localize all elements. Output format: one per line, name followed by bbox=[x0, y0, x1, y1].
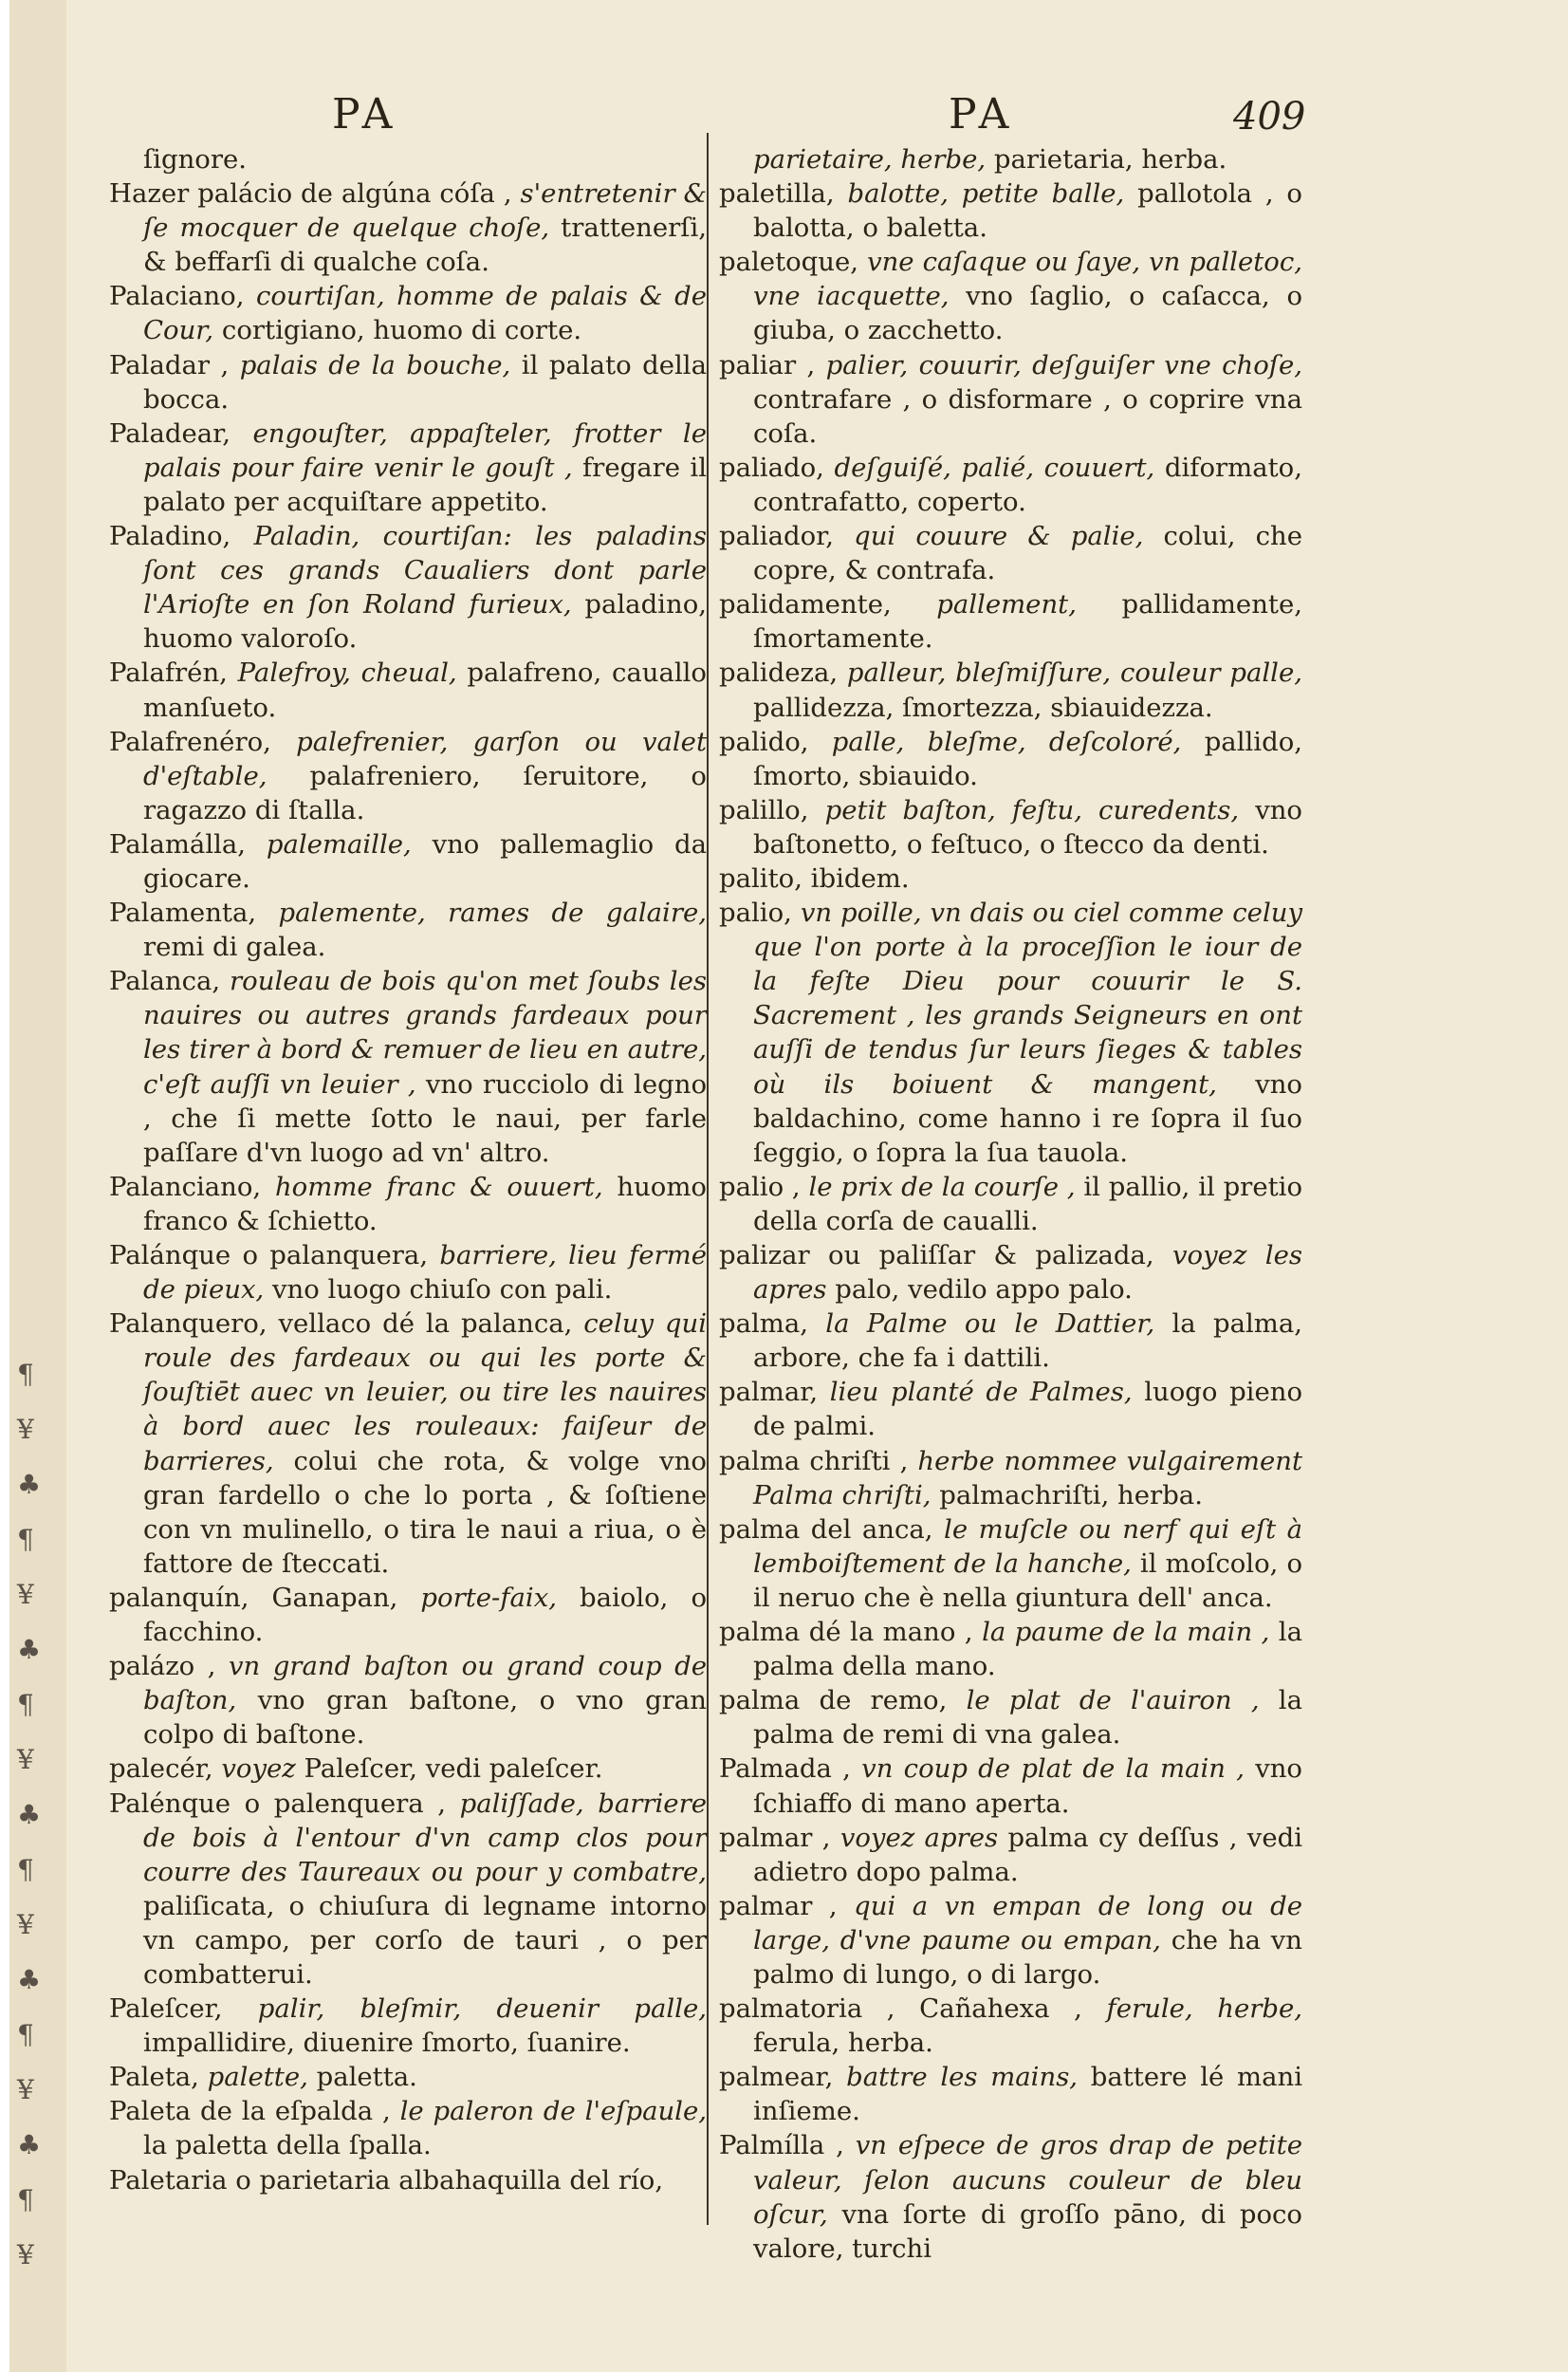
entry-french: voyez apres bbox=[839, 1822, 1008, 1853]
entry-headword: palázo , bbox=[109, 1651, 229, 1682]
entry-headword: palecér, bbox=[109, 1753, 222, 1785]
entry-italian: vno gran baſtone, o vno gran colpo di baſtone. bbox=[143, 1685, 707, 1751]
dictionary-entry bbox=[109, 896, 707, 964]
entry-french: vn grand baſton ou grand coup de baſton, bbox=[143, 1651, 707, 1716]
entry-headword: palma, bbox=[719, 1308, 826, 1340]
entry-headword: Palánque o palanquera, bbox=[109, 1240, 440, 1270]
dictionary-entry bbox=[109, 2060, 707, 2094]
entry-italian: ſignore. bbox=[143, 144, 248, 175]
entry-headword: palizar ou paliſſar & palizada, bbox=[719, 1240, 1173, 1270]
dictionary-entry bbox=[109, 2163, 707, 2197]
entry-french: porte-faix, bbox=[420, 1582, 580, 1613]
column-divider bbox=[707, 133, 709, 2225]
entry-headword: palio, bbox=[719, 898, 801, 929]
entry-french: qui a vn empan de long ou de large, d'vne paume ou empan, bbox=[753, 1890, 1302, 1955]
dictionary-entry bbox=[109, 1992, 707, 2060]
entry-french: la Palme ou le Dattier, bbox=[825, 1308, 1172, 1340]
entry-french: herbe nommee vulgairement Palma chriſti, bbox=[753, 1445, 1302, 1510]
dictionary-entry bbox=[719, 725, 1302, 793]
dictionary-entry bbox=[109, 142, 707, 176]
dictionary-entry bbox=[719, 793, 1302, 862]
entry-french: vne caſaque ou ſaye, vn palletoc, vne iacquette, bbox=[753, 247, 1303, 312]
entry-french: palleur, bleſmiſſure, couleur palle, bbox=[846, 658, 1302, 689]
entry-french: palier, couurir, deſguiſer vne choſe, bbox=[825, 349, 1302, 380]
running-head-left: PA bbox=[332, 90, 398, 139]
running-head-right: PA bbox=[949, 90, 1015, 139]
entry-italian: palmachriſti, herba. bbox=[939, 1479, 1203, 1510]
dictionary-entry bbox=[109, 1751, 707, 1786]
entry-headword: paletoque, bbox=[719, 247, 868, 278]
entry-italian: contrafare , o disformare , o coprire vna coſa. bbox=[753, 383, 1302, 449]
entry-italian: la paletta della ſpalla. bbox=[143, 2130, 432, 2161]
dictionary-entry bbox=[719, 862, 1302, 896]
entry-french: palette, bbox=[207, 2062, 317, 2093]
entry-headword: palmear, bbox=[719, 2062, 847, 2093]
entry-headword: Paladear, bbox=[109, 417, 253, 449]
dictionary-entry bbox=[719, 1683, 1302, 1751]
entry-italian: Paleſcer, vedi paleſcer. bbox=[304, 1753, 603, 1785]
entry-italian: il moſcolo, o il neruo che è nella giuntura dell' anca. bbox=[753, 1547, 1302, 1613]
dictionary-entry bbox=[109, 348, 707, 417]
entry-italian: huomo franco & ſchietto. bbox=[143, 1171, 707, 1236]
dictionary-entry bbox=[109, 656, 707, 724]
dictionary-page bbox=[9, 0, 1568, 2372]
entry-headword: Paladino, bbox=[109, 521, 254, 552]
entry-french: le prix de la courſe , bbox=[808, 1171, 1084, 1202]
dictionary-entry bbox=[719, 1444, 1302, 1512]
entry-italian: palma cy deſſus , vedi adietro dopo palma. bbox=[753, 1822, 1302, 1887]
entry-italian: luogo pieno de palmi. bbox=[753, 1377, 1303, 1442]
dictionary-entry bbox=[719, 245, 1302, 347]
entry-headword: palio , bbox=[719, 1171, 809, 1202]
dictionary-entry bbox=[719, 656, 1302, 724]
dictionary-entry bbox=[719, 1238, 1302, 1306]
dictionary-entry bbox=[109, 725, 707, 827]
dictionary-entry bbox=[719, 519, 1302, 587]
entry-french: vn coup de plat de la main , bbox=[861, 1753, 1256, 1785]
entry-headword: palmar , bbox=[719, 1890, 855, 1921]
entry-french: qui couure & palie, bbox=[854, 521, 1164, 552]
entry-italian: pallidezza, ſmortezza, sbiauidezza. bbox=[753, 692, 1213, 723]
gutter-ornaments: ¶ ¥ ♣ ¶ ¥ ♣ ¶ ¥ ♣ ¶ ¥ ♣ ¶ ¥ ♣ ¶ ¥ bbox=[17, 1359, 42, 2270]
entry-headword: Palafrén, bbox=[109, 658, 238, 689]
dictionary-entry bbox=[109, 1649, 707, 1751]
entry-italian: paletta. bbox=[316, 2062, 417, 2093]
entry-french: le plat de l'auiron , bbox=[966, 1685, 1279, 1716]
entry-italian: ferula, herba. bbox=[753, 2028, 933, 2059]
entry-french: voyez bbox=[221, 1753, 304, 1785]
dictionary-entry bbox=[719, 587, 1302, 656]
entry-headword: palma de remo, bbox=[719, 1685, 967, 1716]
entry-italian: parietaria, herba. bbox=[993, 144, 1227, 175]
entry-italian: vno pallemaglio da giocare. bbox=[143, 828, 708, 894]
dictionary-entry bbox=[719, 2128, 1302, 2265]
entry-italian: diformato, contrafatto, coperto. bbox=[753, 452, 1302, 517]
entry-headword: palma del anca, bbox=[719, 1513, 945, 1545]
entry-french: palemente, rames de galaire, bbox=[278, 898, 707, 929]
entry-french: palle, bleſme, deſcoloré, bbox=[831, 726, 1205, 757]
entry-french: homme franc & ouuert, bbox=[274, 1171, 618, 1202]
entry-headword: palmar , bbox=[719, 1822, 840, 1853]
dictionary-entry bbox=[109, 1170, 707, 1238]
dictionary-entry bbox=[109, 964, 707, 1170]
entry-italian: pallido, ſmorto, sbiauido. bbox=[753, 726, 1302, 791]
entry-italian: colui che rota, & volge vno gran fardello o che lo porta , & ſoſtiene con vn mulinello, o tira le naui a riua, o è fattore de ſteccati. bbox=[143, 1445, 707, 1579]
entry-italian: vno ſchiaffo di mano aperta. bbox=[753, 1753, 1302, 1819]
dictionary-entry bbox=[719, 1992, 1302, 2060]
entry-headword: palido, bbox=[719, 726, 832, 757]
entry-french: la paume de la main , bbox=[982, 1617, 1279, 1648]
dictionary-entry bbox=[109, 827, 707, 896]
entry-french: palemaille, bbox=[266, 828, 433, 860]
entry-italian: il pallio, il pretio della corſa de caualli. bbox=[753, 1171, 1302, 1236]
dictionary-entry bbox=[719, 1889, 1302, 1992]
entry-french: parietaire, herbe, bbox=[753, 144, 994, 175]
entry-french: Paladin, courtiſan: les paladins ſont ces grands Caualiers dont parle l'Arioſte en ſon Roland furieux, bbox=[143, 521, 707, 621]
entry-french: le paleron de l'eſpaule, bbox=[399, 2096, 707, 2127]
entry-headword: Palanca, bbox=[109, 966, 231, 997]
entry-italian: fregare il palato per acquiſtare appetito. bbox=[143, 452, 707, 517]
dictionary-entry bbox=[109, 519, 707, 656]
entry-headword: Paladar , bbox=[109, 349, 240, 380]
entry-headword: Palamenta, bbox=[109, 898, 279, 929]
entry-italian: vno rucciolo di legno , che ſi mette ſotto le naui, per farle paſſare d'vn luogo ad vn' altro. bbox=[143, 1068, 708, 1168]
dictionary-entry bbox=[109, 279, 707, 347]
entry-italian: vna ſorte di groſſo pāno, di poco valore, turchi bbox=[753, 2198, 1302, 2264]
dictionary-entry bbox=[719, 1375, 1302, 1443]
entry-headword: paletilla, bbox=[719, 178, 848, 210]
entry-headword: Palanciano, bbox=[109, 1171, 275, 1202]
entry-headword: paliar , bbox=[719, 349, 826, 380]
entry-italian: impallidire, diuenire ſmorto, ſuanire. bbox=[143, 2028, 631, 2059]
entry-french: petit baſton, feſtu, curedents, bbox=[824, 794, 1256, 825]
entry-headword: palma chriſti , bbox=[719, 1445, 918, 1476]
entry-french: barriere, lieu fermé de pieux, bbox=[143, 1240, 707, 1306]
entry-italian: la palma, arbore, che fa i dattili. bbox=[753, 1308, 1302, 1374]
entry-italian: vno baſtonetto, o feſtuco, o ſtecco da denti. bbox=[753, 794, 1302, 860]
entry-french: balotte, petite balle, bbox=[847, 178, 1138, 210]
entry-french: vn poille, vn dais ou ciel comme celuy que l'on porte à la proceſſion le iour de la feſte Dieu pour couurir le S. Sacrement , les grands Seigneurs en ont auſſi de tendus ſur leurs ſieges & tables où ils boiuent & mangent, bbox=[753, 898, 1302, 1100]
entry-italian: remi di galea. bbox=[143, 932, 326, 963]
dictionary-entry bbox=[719, 1615, 1302, 1683]
entry-french: vn eſpece de gros drap de petite valeur, ſelon aucuns couleur de bleu oſcur, bbox=[753, 2130, 1302, 2230]
entry-headword: Paleta, bbox=[109, 2062, 208, 2093]
entry-french: pallement, bbox=[936, 589, 1122, 621]
dictionary-entry bbox=[719, 348, 1302, 451]
entry-italian: palafreniero, ſeruitore, o ragazzo di ſtalla. bbox=[143, 760, 707, 825]
dictionary-entry bbox=[719, 1512, 1302, 1615]
entry-italian: cortigiano, huomo di corte. bbox=[221, 315, 582, 346]
entry-french: lieu planté de Palmes, bbox=[829, 1377, 1145, 1408]
entry-italian: la palma della mano. bbox=[753, 1617, 1302, 1682]
entry-headword: palanquín, Ganapan, bbox=[109, 1582, 421, 1613]
entry-headword: palidamente, bbox=[719, 589, 937, 621]
entry-headword: paliado, bbox=[719, 452, 835, 483]
entry-headword: palillo, bbox=[719, 794, 825, 825]
entry-headword: palideza, bbox=[719, 658, 847, 689]
entry-headword: Paletaria o parietaria albahaquilla del río, bbox=[109, 2164, 664, 2196]
entry-french: Palefroy, cheual, bbox=[237, 658, 468, 689]
entry-italian: che ha vn palmo di lungo, o di largo. bbox=[753, 1924, 1302, 1990]
dictionary-entry bbox=[109, 1306, 707, 1581]
entry-italian: pallidamente, ſmortamente. bbox=[753, 589, 1302, 655]
entry-french: celuy qui roule des fardeaux ou qui les porte & ſouſtiēt auec vn leuier, ou tire les nauires à bord auec les rouleaux: faiſeur de barrieres, bbox=[143, 1308, 707, 1476]
entry-headword: Palafrenéro, bbox=[109, 726, 297, 757]
dictionary-entry bbox=[719, 1751, 1302, 1820]
dictionary-entry bbox=[109, 2094, 707, 2162]
entry-french: voyez les apres bbox=[753, 1240, 1302, 1306]
page-number: 409 bbox=[1233, 95, 1306, 139]
entry-headword: palmatoria , Cañahexa , bbox=[719, 1993, 1107, 2025]
dictionary-entry bbox=[719, 451, 1302, 519]
entry-french: ferule, herbe, bbox=[1106, 1993, 1303, 2025]
left-column bbox=[109, 142, 707, 2197]
entry-headword: Palénque o palenquera , bbox=[109, 1788, 460, 1819]
entry-italian: trattenerſi, & beffarſi di qualche coſa. bbox=[143, 213, 707, 278]
entry-french: engouſter, appaſteler, frotter le palais pour faire venir le gouſt , bbox=[143, 417, 707, 483]
entry-french: palir, bleſmir, deuenir palle, bbox=[257, 1993, 707, 2025]
entry-headword: Paleta de la eſpalda , bbox=[109, 2096, 400, 2127]
dictionary-entry bbox=[109, 1581, 707, 1649]
entry-italian: colui, che copre, & contrafa. bbox=[753, 521, 1302, 586]
dictionary-entry bbox=[719, 1306, 1302, 1375]
entry-italian: vno luogo chiuſo con pali. bbox=[272, 1274, 613, 1306]
entry-headword: palmar, bbox=[719, 1377, 830, 1408]
entry-italian: vno baldachino, come hanno i re ſopra il ſuo ſeggio, o ſopra la ſua tauola. bbox=[753, 1068, 1302, 1168]
dictionary-entry bbox=[109, 176, 707, 279]
dictionary-entry bbox=[109, 1787, 707, 1992]
dictionary-entry bbox=[719, 176, 1302, 245]
entry-headword: Hazer palácio de algúna cóſa , bbox=[109, 178, 521, 210]
dictionary-entry bbox=[719, 1821, 1302, 1889]
dictionary-entry bbox=[719, 2060, 1302, 2128]
entry-italian: battere lé mani inſieme. bbox=[753, 2062, 1302, 2127]
right-column bbox=[719, 142, 1302, 2266]
entry-italian: baiolo, o facchino. bbox=[143, 1582, 707, 1648]
entry-headword: Palmada , bbox=[719, 1753, 862, 1785]
entry-french: battre les mains, bbox=[846, 2062, 1091, 2093]
entry-french: palefrenier, garſon ou valet d'eſtable, bbox=[143, 726, 707, 791]
entry-french: s'entretenir & ſe mocquer de quelque choſe, bbox=[143, 178, 708, 244]
entry-french: le muſcle ou nerf qui eſt à lemboiſtement de la hanche, bbox=[753, 1513, 1303, 1579]
dictionary-entry bbox=[109, 417, 707, 519]
entry-french: paliſſade, barriere de bois à l'entour d'vn camp clos pour courre des Taureaux ou pour y combatre, bbox=[143, 1788, 707, 1887]
entry-headword: paliador, bbox=[719, 521, 855, 552]
entry-french: deſguiſé, palié, couuert, bbox=[834, 452, 1165, 483]
binding-gutter bbox=[9, 0, 66, 2372]
entry-french: rouleau de bois qu'on met ſoubs les nauires ou autres grands fardeaux pour les tirer à bord & remuer de lieu en autre, c'eſt auſſi vn leuier , bbox=[143, 966, 707, 1100]
entry-italian: palo, vedilo appo palo. bbox=[835, 1274, 1133, 1306]
entry-headword: Palmílla , bbox=[719, 2130, 856, 2161]
entry-italian: paliſicata, o chiuſura di legname intorno vn campo, per corſo de tauri , o per combatterui. bbox=[143, 1890, 707, 1990]
entry-headword: palma dé la mano , bbox=[719, 1617, 983, 1648]
entry-headword: palito, ibidem. bbox=[719, 862, 910, 894]
entry-italian: vno ſaglio, o caſacca, o giuba, o zacchetto. bbox=[753, 281, 1302, 346]
entry-italian: paladino, huomo valoroſo. bbox=[143, 589, 707, 655]
dictionary-entry bbox=[109, 1238, 707, 1306]
dictionary-entry bbox=[719, 896, 1302, 1170]
entry-italian: palafreno, cauallo manſueto. bbox=[143, 658, 707, 723]
entry-french: palais de la bouche, bbox=[239, 349, 522, 380]
entry-headword: Palanquero, vellaco dé la palanca, bbox=[109, 1308, 584, 1340]
dictionary-entry bbox=[719, 142, 1302, 176]
entry-headword: Palamálla, bbox=[109, 828, 267, 860]
entry-french: courtiſan, homme de palais & de Cour, bbox=[143, 281, 707, 346]
entry-italian: pallotola , o balotta, o baletta. bbox=[753, 178, 1302, 244]
entry-headword: Paleſcer, bbox=[109, 1993, 258, 2025]
entry-italian: la palma de remi di vna galea. bbox=[753, 1685, 1302, 1751]
entry-italian: il palato della bocca. bbox=[143, 349, 707, 415]
entry-headword: Palaciano, bbox=[109, 281, 256, 312]
dictionary-entry bbox=[719, 1170, 1302, 1238]
